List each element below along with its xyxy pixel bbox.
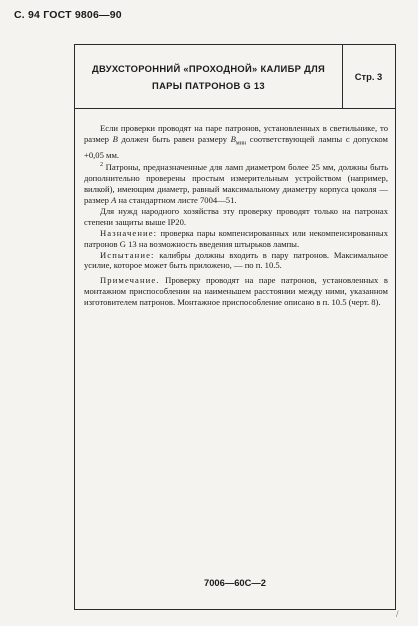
sheet-title-line-1: ДВУХСТОРОННИЙ «ПРОХОДНОЙ» КАЛИБР ДЛЯ <box>92 62 325 74</box>
sheet-page-ref: Стр. 3 <box>354 71 383 82</box>
paragraph-footnote-2: $^2$ Патроны, предназначенные для ламп диаметром более 25 мм, должны быть дополнительно проверены простым измерительным устройством (например, вилкой), имеющим диаметр, равный максимальному диаметру корпуса цоколя — размер A на стандартном листе 7004—51. <box>84 162 388 206</box>
paragraph-purpose: Назначение: проверка пары компенсированных или некомпенсированных патронов G 13 на возможность введения штырьков лампы. <box>84 227 388 249</box>
sheet-title <box>75 45 343 108</box>
corner-mark: / <box>396 609 399 619</box>
sheet-title-line-2: ПАРЫ ПАТРОНОВ G 13 <box>152 79 265 91</box>
title-block <box>75 45 395 109</box>
paragraph-bmin-note: Если проверки проводят на паре патронов, установленных в светильнике, то размер B должен быть равен размеру $B_{мин}$ соответствующей лампы с допуском +0,05 мм. <box>84 123 388 160</box>
page-header: С. 94 ГОСТ 9806—90 <box>14 9 122 21</box>
body-text <box>84 123 388 308</box>
sheet-code: 7006—60С—2 <box>203 577 267 588</box>
paragraph-note: Примечание. Проверку проводят на паре патронов, установленных в монтажном приспособлении на наименьшем расстоянии между ними, указанном изготовителем патронов. Монтажное приспособление описано в п. 10.5 (черт. 8). <box>84 275 388 308</box>
paragraph-test: Испытание: калибры должны входить в пару патронов. Максимальное усилие, которое может быть приложено, — по п. 10.5. <box>84 249 388 271</box>
paragraph-national-economy: Для нужд народного хозяйства эту проверку проводят только на патронах степени защиты выше IP20. <box>84 205 388 227</box>
